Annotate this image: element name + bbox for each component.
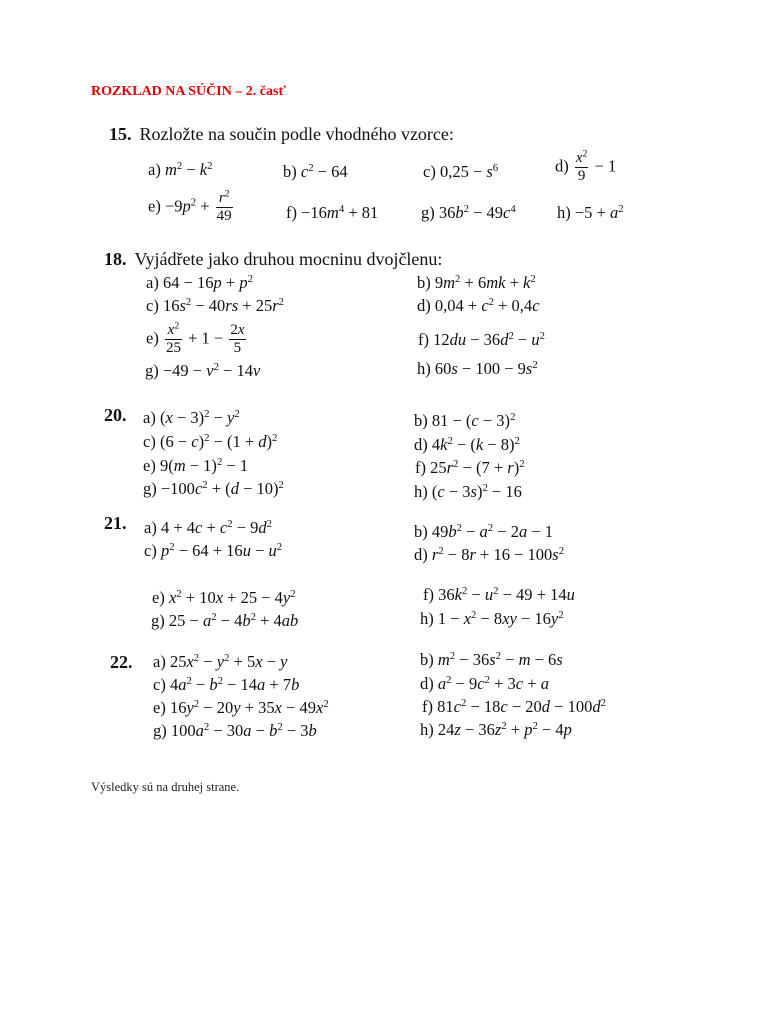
page-title: ROZKLAD NA SÚČIN – 2. časť — [91, 84, 286, 99]
ex-15h: $h) -5 + a^2$ — [557, 203, 624, 222]
ex-15g: g) $36b^2 - 49c^4$ — [421, 203, 516, 222]
ex-21d: d) $r^2 - 8r + 16 - 100s^2$ — [414, 545, 565, 564]
ex-18h: h) $60s - 100 - 9s^2$ — [417, 359, 538, 378]
ex-18g: $g) -49 - v^2 - 14v$ — [145, 361, 261, 380]
ex-18f: f) $12du - 36d^2 - u^2$ — [418, 330, 545, 349]
section-15-number: 15. — [109, 124, 132, 144]
ex-20a: a) $(x - 3)^2 - y^2$ — [143, 408, 240, 427]
results-note: Výsledky sú na druhej strane. — [91, 780, 240, 794]
section-15-instruction: Rozložte na součin podle vhodného vzorce: — [139, 124, 454, 144]
ex-18c: c) $16s^2 - 40rs + 25r^2$ — [146, 296, 284, 315]
ex-20h: h) $(c - 3s)^2 - 16$ — [414, 482, 522, 501]
ex-22d: d) $a^2 - 9c^2 + 3c + a$ — [420, 674, 549, 693]
section-21-number: 21. — [104, 513, 127, 533]
section-18-instruction: Vyjádřete jako druhou mocninu dvojčlenu: — [134, 249, 443, 269]
ex-22c: c) $4a^2 - b^2 - 14a + 7b$ — [153, 675, 300, 694]
ex-20c: c) $(6 - c)^2 - (1 + d)^2$ — [143, 432, 278, 451]
ex-15a: a) $m^2 - k^2$ — [148, 160, 213, 179]
section-18-header — [104, 249, 442, 270]
ex-21f: f) $36k^2 - u^2 - 49 + 14u$ — [423, 585, 575, 604]
ex-22g: g) $100a^2 - 30a - b^2 - 3b$ — [153, 721, 317, 740]
section-20-header — [104, 405, 135, 426]
ex-20b: b) $81 - (c - 3)^2$ — [414, 411, 516, 430]
ex-22e: e) $16y^2 - 20y + 35x - 49x^2$ — [153, 698, 329, 717]
ex-15e: $e) -9p^2$ + $\frac{r^2}{49}$ — [148, 188, 232, 225]
ex-15c: c) $0,25 - s^6$ — [423, 162, 499, 181]
ex-20e: e) $9(m - 1)^2 - 1$ — [143, 456, 249, 475]
ex-18d: d) $0,04 + c^2 + 0,4c$ — [417, 296, 540, 315]
section-18-number: 18. — [104, 249, 127, 269]
ex-21g: g) $25 - a^2 - 4b^2 + 4ab$ — [151, 611, 299, 630]
ex-15b: b) $c^2 - 64$ — [283, 162, 348, 181]
ex-15d: d) $\frac{x^2}{9}$ − 1 — [555, 148, 617, 185]
section-15-header — [109, 124, 454, 145]
ex-22h: h) $24z - 36z^2 + p^2 - 4p$ — [420, 720, 572, 739]
section-21-header — [104, 513, 135, 534]
ex-15f: $f) -16m^4 + 81$ — [286, 203, 379, 222]
ex-21b: b) $49b^2 - a^2 - 2a - 1$ — [414, 522, 554, 541]
ex-20g: $g) -100c^2 + (d - 10)^2$ — [143, 479, 284, 498]
section-22-number: 22. — [110, 652, 133, 672]
section-22-header — [110, 652, 141, 673]
ex-18a: a) $64 - 16p + p^2$ — [146, 273, 253, 292]
section-20-number: 20. — [104, 405, 127, 425]
ex-21e: e) $x^2 + 10x + 25 - 4y^2$ — [152, 588, 296, 607]
ex-20f: f) $25r^2 - (7 + r)^2$ — [415, 458, 525, 477]
ex-21h: h) $1 - x^2 - 8xy - 16y^2$ — [420, 609, 564, 628]
ex-18b: b) $9m^2 + 6mk + k^2$ — [417, 273, 536, 292]
ex-21c: c) $p^2 - 64 + 16u - u^2$ — [144, 541, 283, 560]
ex-20d: d) $4k^2 - (k - 8)^2$ — [414, 435, 520, 454]
ex-22a: a) $25x^2 - y^2 + 5x - y$ — [153, 652, 288, 671]
ex-22f: f) $81c^2 - 18c - 20d - 100d^2$ — [422, 697, 606, 716]
ex-22b: b) $m^2 - 36s^2 - m - 6s$ — [420, 650, 563, 669]
ex-18e: e) $\frac{x^2}{25}$ + 1 − $\frac{2x}{5}$ — [146, 320, 245, 357]
ex-21a: a) $4 + 4c + c^2 - 9d^2$ — [144, 518, 272, 537]
